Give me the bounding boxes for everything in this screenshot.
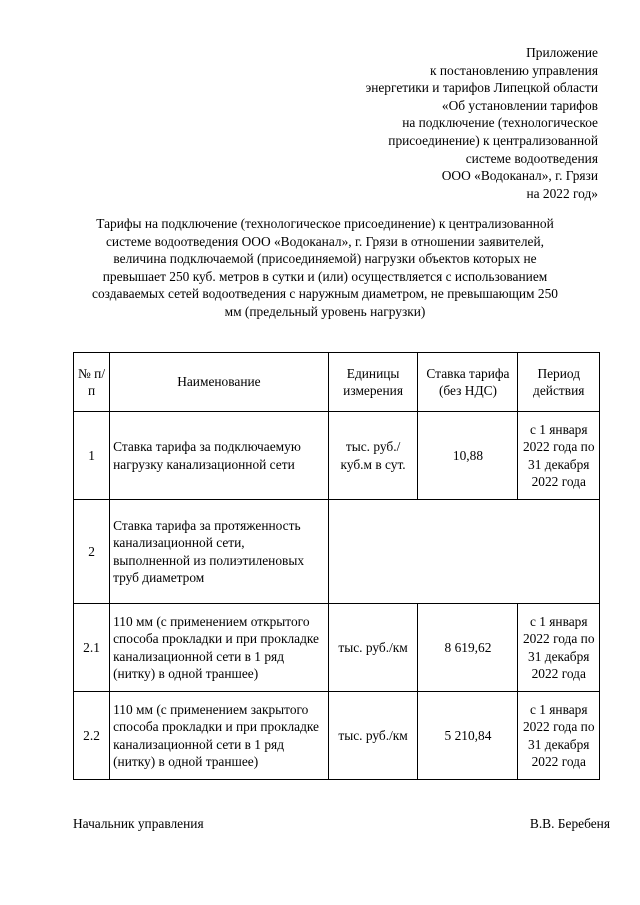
row-rate: 10,88 — [418, 412, 518, 500]
tariff-table — [73, 352, 600, 780]
header-rate: Ставка тарифа (без НДС) — [418, 353, 518, 412]
row-rate: 8 619,62 — [418, 604, 518, 692]
row-num: 1 — [74, 412, 110, 500]
row-period: с 1 января 2022 года по 31 декабря 2022 года — [518, 412, 600, 500]
row-rate: 5 210,84 — [418, 692, 518, 780]
appendix-line: к постановлению управления — [429, 62, 598, 78]
appendix-line: на 2022 год» — [526, 185, 598, 201]
appendix-line: ООО «Водоканал», г. Грязи — [441, 168, 598, 184]
appendix-line: Приложение — [526, 45, 598, 60]
header-unit: Единицы измерения — [328, 353, 418, 412]
row-name: Ставка тарифа за протяженность канализационной сети, выполненной из полиэтиленовых труб диаметром — [110, 500, 329, 604]
header-period: Период действия — [518, 353, 600, 412]
row-unit: тыс. руб./км — [328, 692, 418, 780]
signatory-name: В.В. Беребеня — [529, 816, 610, 831]
table-header-row — [74, 353, 600, 412]
row-name: 110 мм (с применением открытого способа прокладки и при прокладке канализационной сети в 1 ряд (нитку) в одной траншее) — [110, 604, 329, 692]
appendix-line: присоединение) к централизованной — [388, 132, 598, 148]
row-unit: тыс. руб./ куб.м в сут. — [328, 412, 418, 500]
appendix-block — [298, 44, 598, 202]
row-num: 2.2 — [74, 692, 110, 780]
table-row — [74, 604, 600, 692]
table-row — [74, 500, 600, 604]
row-period: с 1 января 2022 года по 31 декабря 2022 года — [518, 604, 600, 692]
appendix-line: системе водоотведения — [465, 150, 598, 166]
row-num: 2.1 — [74, 604, 110, 692]
row-unit: тыс. руб./км — [328, 604, 418, 692]
row-empty-cell — [328, 500, 599, 604]
appendix-line: на подключение (технологическое — [402, 115, 598, 131]
header-name: Наименование — [110, 353, 329, 412]
document-title: Тарифы на подключение (технологическое присоединение) к централизованной системе водоотведения ООО «Водоканал», г. Грязи в отношении заявителей, величина подключаемой (присоединяемой) нагрузки объектов которых не превышает 250 куб. метров в сутки и (или) осуществляется с использованием создаваемых сетей водоотведения с наружным диаметром, не превышающим 250 мм (предельный уровень нагрузки) — [92, 216, 558, 319]
appendix-line: «Об установлении тарифов — [441, 97, 598, 113]
appendix-line: энергетики и тарифов Липецкой области — [365, 80, 598, 96]
row-num: 2 — [74, 500, 110, 604]
header-num: № п/п — [74, 353, 110, 412]
row-name: 110 мм (с применением закрытого способа прокладки и при прокладке канализационной сети в 1 ряд (нитку) в одной траншее) — [110, 692, 329, 780]
table-row — [74, 692, 600, 780]
row-name: Ставка тарифа за подключаемую нагрузку канализационной сети — [110, 412, 329, 500]
signature-position: Начальник управления — [73, 816, 204, 831]
table-row — [74, 412, 600, 500]
row-period: с 1 января 2022 года по 31 декабря 2022 года — [518, 692, 600, 780]
